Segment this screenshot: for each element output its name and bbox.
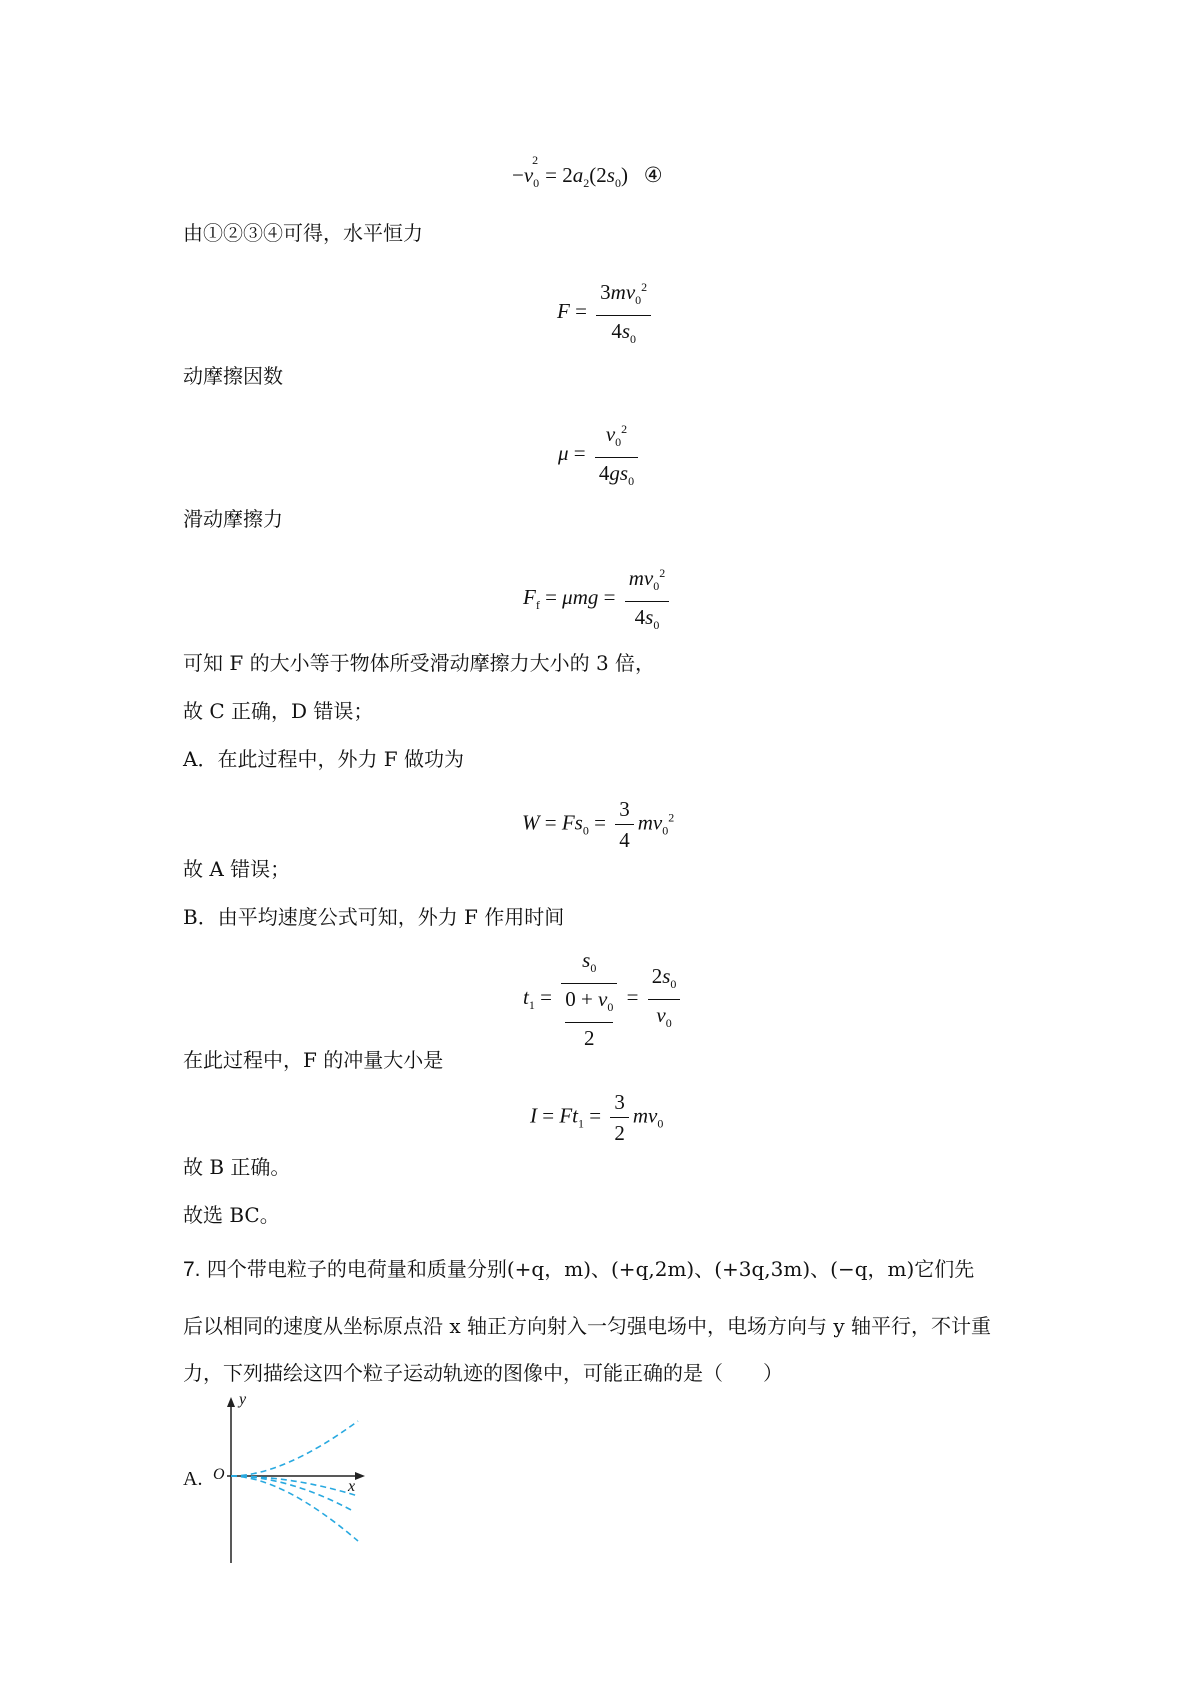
equation-force: F = $\frac{3mv_0^2}{4s_0}$ — [557, 272, 655, 354]
text-line: A．在此过程中，外力 F 做功为 — [183, 747, 465, 771]
question-number: 7. — [183, 1258, 201, 1281]
x-axis-label: x — [348, 1478, 356, 1495]
question-7-line-2: 后以相同的速度从坐标原点沿 x 轴正方向射入一匀强电场中，电场方向与 y 轴平行，不计重 — [183, 1314, 992, 1338]
question-7-line-3: 力，下列描绘这四个粒子运动轨迹的图像中，可能正确的是（ ） — [183, 1361, 783, 1385]
y-axis-label: y — [239, 1391, 247, 1408]
text-line: 滑动摩擦力 — [183, 507, 283, 531]
text-line: 在此过程中，F 的冲量大小是 — [183, 1048, 444, 1072]
equation-4: $-v_0^2= 2a_2(2s_0)$ ④ — [512, 153, 663, 191]
question-7-line-1 — [183, 1255, 974, 1284]
question-text: 四个带电粒子的电荷量和质量分别(+q，m)、(+q,2m)、(+3q,3m)、(−q，m)它们先 — [206, 1257, 975, 1281]
text-line: 故 C 正确，D 错误； — [183, 699, 374, 723]
equation-impulse: $I = Ft_1$ = $\frac{3}{2}$ $mv_0$ — [530, 1087, 663, 1148]
option-a-label: A. — [183, 1468, 203, 1490]
trajectory-curve — [231, 1421, 358, 1476]
origin-label: O — [213, 1466, 225, 1483]
option-a[interactable] — [183, 1391, 383, 1565]
text-line: 由①②③④可得，水平恒力 — [183, 221, 423, 245]
text-line: 故 B 正确。 — [183, 1155, 291, 1179]
text-line: 故选 BC。 — [183, 1203, 280, 1227]
text-line: B．由平均速度公式可知，外力 F 作用时间 — [183, 905, 565, 929]
equation-number: ④ — [643, 163, 663, 187]
equation-time: $t_1$ = $s_0$ $0 + v_0$ 2 = $\frac{2s_0}{v_0}$ — [523, 945, 684, 1053]
y-axis-arrow — [227, 1397, 235, 1407]
text-line: 可知 F 的大小等于物体所受滑动摩擦力大小的 3 倍， — [183, 651, 656, 675]
equation-friction: $F_f = \mu mg$ = $\frac{mv_0^2}{4s_0}$ — [523, 558, 673, 640]
text-line: 动摩擦因数 — [183, 364, 283, 388]
text-line: 故 A 错误； — [183, 857, 291, 881]
equation-work: $W = Fs_0$ = $\frac{3}{4}$ $mv_0^2$ — [522, 794, 674, 855]
x-axis-arrow — [355, 1472, 365, 1480]
equation-mu: μ = $\frac{v_0^2}{4gs_0}$ — [558, 414, 642, 496]
